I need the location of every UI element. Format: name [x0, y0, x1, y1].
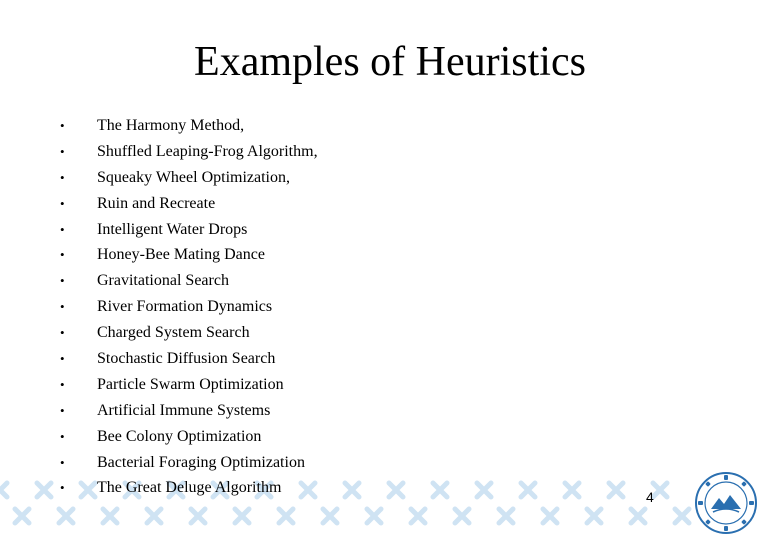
- x-pattern-mark: [675, 509, 689, 523]
- list-item: [56, 242, 318, 268]
- x-pattern-mark: [323, 509, 337, 523]
- list-item: [56, 320, 318, 346]
- list-item: [56, 268, 318, 294]
- bullet-icon: •: [60, 376, 65, 392]
- x-pattern-mark: [367, 509, 381, 523]
- list-item-text: Squeaky Wheel Optimization,: [97, 168, 290, 186]
- x-pattern-mark: [235, 509, 249, 523]
- list-item: [56, 450, 318, 476]
- list-item: [56, 165, 318, 191]
- list-item-text: Charged System Search: [97, 324, 250, 342]
- x-pattern-mark: [0, 483, 7, 497]
- list-item-text: Gravitational Search: [97, 272, 229, 290]
- bullet-icon: •: [60, 402, 65, 418]
- bullet-icon: •: [60, 299, 65, 315]
- list-item: [56, 475, 318, 501]
- bullet-icon: •: [60, 454, 65, 470]
- x-pattern-mark: [345, 483, 359, 497]
- list-item-text: Particle Swarm Optimization: [97, 375, 284, 393]
- x-pattern-mark: [477, 483, 491, 497]
- university-seal-logo-icon: [694, 471, 758, 535]
- bullet-icon: •: [60, 480, 65, 496]
- x-pattern-mark: [59, 509, 73, 523]
- bullet-icon: •: [60, 117, 65, 133]
- bullet-icon: •: [60, 169, 65, 185]
- x-pattern-mark: [103, 509, 117, 523]
- list-item-text: The Great Deluge Algorithm: [97, 479, 282, 497]
- list-item: [56, 139, 318, 165]
- list-item: [56, 191, 318, 217]
- x-pattern-mark: [433, 483, 447, 497]
- bullet-list: [56, 113, 318, 501]
- list-item: [56, 113, 318, 139]
- list-item-text: Stochastic Diffusion Search: [97, 349, 276, 367]
- list-item-text: Bacterial Foraging Optimization: [97, 453, 305, 471]
- list-item: [56, 398, 318, 424]
- list-item-text: The Harmony Method,: [97, 116, 245, 134]
- x-pattern-mark: [455, 509, 469, 523]
- x-pattern-mark: [521, 483, 535, 497]
- bullet-icon: •: [60, 273, 65, 289]
- list-item-text: Artificial Immune Systems: [97, 401, 271, 419]
- list-item: [56, 346, 318, 372]
- bullet-icon: •: [60, 325, 65, 341]
- slide-title: Examples of Heuristics: [194, 39, 586, 85]
- list-item: [56, 294, 318, 320]
- x-pattern-mark: [499, 509, 513, 523]
- x-pattern-mark: [543, 509, 557, 523]
- list-item: [56, 372, 318, 398]
- x-pattern-mark: [15, 509, 29, 523]
- x-pattern-mark: [279, 509, 293, 523]
- bullet-icon: •: [60, 221, 65, 237]
- list-item: [56, 217, 318, 243]
- bullet-icon: •: [60, 247, 65, 263]
- list-item-text: River Formation Dynamics: [97, 298, 273, 316]
- list-item-text: Shuffled Leaping-Frog Algorithm,: [97, 142, 318, 160]
- x-pattern-mark: [147, 509, 161, 523]
- list-item-text: Honey-Bee Mating Dance: [97, 246, 265, 264]
- bullet-icon: •: [60, 350, 65, 366]
- bullet-icon: •: [60, 143, 65, 159]
- list-item-text: Bee Colony Optimization: [97, 427, 262, 445]
- list-item-text: Intelligent Water Drops: [97, 220, 248, 238]
- x-pattern-mark: [587, 509, 601, 523]
- list-item: [56, 424, 318, 450]
- x-pattern-mark: [653, 483, 667, 497]
- list-item-text: Ruin and Recreate: [97, 194, 216, 212]
- page-number: 4: [646, 489, 654, 505]
- x-pattern-mark: [609, 483, 623, 497]
- x-pattern-mark: [389, 483, 403, 497]
- x-pattern-mark: [37, 483, 51, 497]
- bullet-icon: •: [60, 428, 65, 444]
- x-pattern-mark: [411, 509, 425, 523]
- bullet-icon: •: [60, 195, 65, 211]
- x-pattern-mark: [191, 509, 205, 523]
- x-pattern-mark: [565, 483, 579, 497]
- x-pattern-mark: [631, 509, 645, 523]
